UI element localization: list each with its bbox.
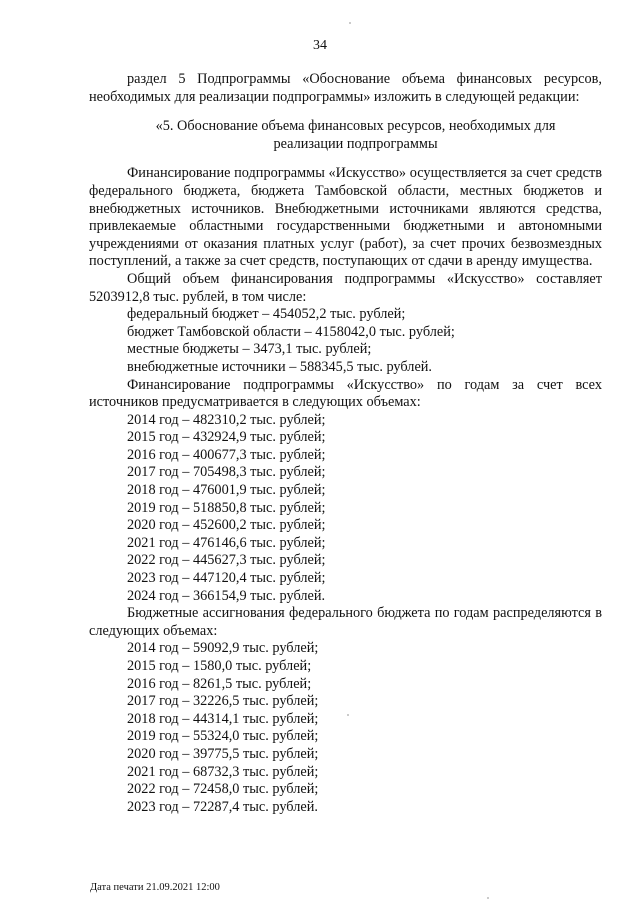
list-item: 2014 год – 59092,9 тыс. рублей; — [127, 640, 319, 657]
scan-speck — [487, 897, 489, 899]
list-item: 2023 год – 72287,4 тыс. рублей. — [127, 798, 318, 815]
list-item: 2022 год – 445627,3 тыс. рублей; — [127, 552, 326, 569]
print-date: Дата печати 21.09.2021 12:00 — [90, 882, 220, 893]
list-item: 2024 год – 366154,9 тыс. рублей. — [127, 587, 326, 604]
list-item: 2020 год – 452600,2 тыс. рублей; — [127, 517, 326, 534]
list-item: 2017 год – 32226,5 тыс. рублей; — [127, 693, 319, 710]
list-item: 2019 год – 518850,8 тыс. рублей; — [127, 499, 326, 516]
total-breakdown-list — [89, 306, 602, 376]
by-year-list — [89, 412, 602, 606]
federal-by-year-list — [89, 640, 602, 816]
list-item: 2014 год – 482310,2 тыс. рублей; — [127, 411, 326, 428]
list-item: 2021 год – 68732,3 тыс. рублей; — [127, 763, 319, 780]
section-heading: «5. Обоснование объема финансовых ресурсов, необходимых для реализации подпрограммы — [155, 118, 556, 152]
page-number: 34 — [313, 38, 327, 53]
intro-paragraph: раздел 5 Подпрограммы «Обоснование объема финансовых ресурсов, необходимых для реализации подпрограммы» изложить в следующей редакции: — [89, 71, 602, 105]
list-item: 2022 год – 72458,0 тыс. рублей; — [127, 781, 319, 798]
list-item: 2018 год – 476001,9 тыс. рублей; — [127, 482, 326, 499]
list-item: 2019 год – 55324,0 тыс. рублей; — [127, 728, 319, 745]
total-paragraph: Общий объем финансирования подпрограммы «Искусство» составляет 5203912,8 тыс. рублей, в том числе: — [89, 270, 602, 305]
list-item: 2017 год – 705498,3 тыс. рублей; — [127, 464, 326, 481]
list-item: 2020 год – 39775,5 тыс. рублей; — [127, 745, 319, 762]
list-item: бюджет Тамбовской области – 4158042,0 тыс. рублей; — [127, 323, 455, 340]
list-item: местные бюджеты – 3473,1 тыс. рублей; — [127, 341, 372, 358]
list-item: 2016 год – 400677,3 тыс. рублей; — [127, 446, 326, 463]
list-item: внебюджетные источники – 588345,5 тыс. рублей. — [127, 358, 433, 375]
list-item: 2021 год – 476146,6 тыс. рублей; — [127, 534, 326, 551]
list-item: 2016 год – 8261,5 тыс. рублей; — [127, 675, 312, 692]
list-item: 2015 год – 432924,9 тыс. рублей; — [127, 429, 326, 446]
by-year-paragraph: Финансирование подпрограммы «Искусство» по годам за счет всех источников предусматривается в следующих объемах: — [89, 376, 602, 411]
list-item: 2015 год – 1580,0 тыс. рублей; — [127, 658, 312, 674]
document-body — [89, 71, 602, 816]
sources-paragraph: Финансирование подпрограммы «Искусство» осуществляется за счет средств федерального бюджета, бюджета Тамбовской области, местных бюджетов и внебюджетных источников. Внебюджетными источниками являются средства, привлекаемые областными государственными бюджетными и автономными учреждениями от оказания платных услуг (работ), за счет прочих безвозмездных поступлений, а также за счет средств, поступающих от сдачи в аренду имущества. — [89, 165, 602, 270]
list-item: федеральный бюджет – 454052,2 тыс. рублей; — [127, 306, 406, 323]
scan-speck — [349, 22, 351, 24]
list-item: 2023 год – 447120,4 тыс. рублей; — [127, 570, 326, 587]
list-item: 2018 год – 44314,1 тыс. рублей; — [127, 710, 319, 727]
federal-paragraph: Бюджетные ассигнования федерального бюджета по годам распределяются в следующих объемах: — [89, 605, 602, 639]
scan-speck — [347, 714, 349, 716]
